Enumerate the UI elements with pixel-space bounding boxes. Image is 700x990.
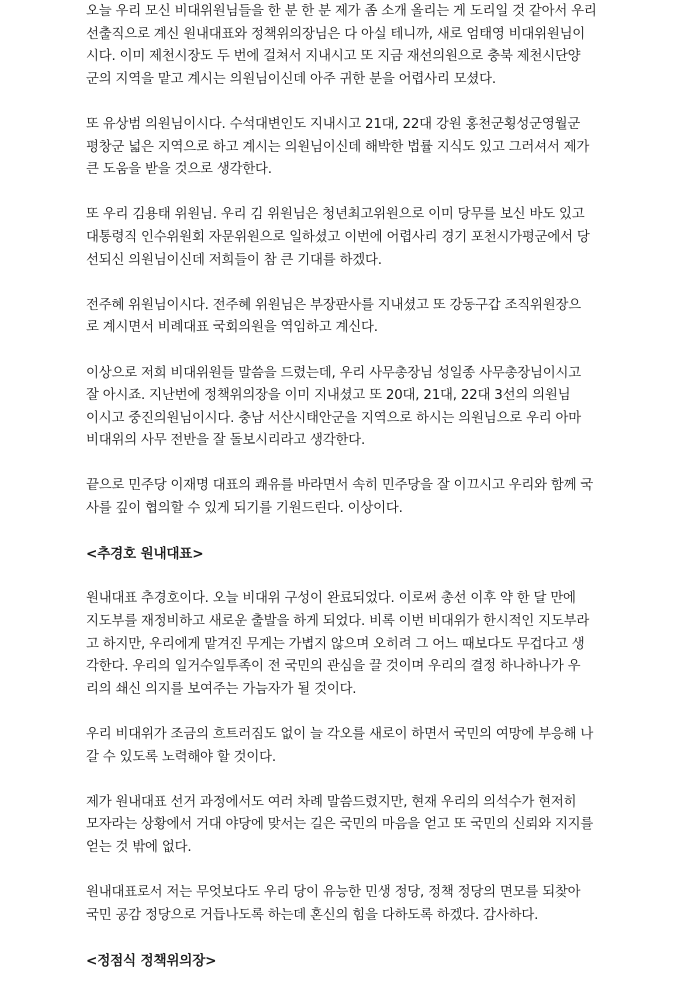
text-line: 또 유상범 의원님이시다. 수석대변인도 지내시고 21대, 22대 강원 홍천군횡성군영월군	[86, 116, 581, 132]
paragraph-choo-resolve	[86, 724, 618, 769]
text-line: 시다. 이미 제천시장도 두 번에 걸쳐서 지내시고 또 지금 재선의원으로 충북 제천시단양	[86, 49, 581, 65]
text-line: 제가 원내대표 선거 과정에서도 여러 차례 말씀드렸지만, 현재 우리의 의석수가 현저히	[86, 794, 577, 810]
text-line: 국민 공감 정당으로 거듭나도록 하는데 혼신의 힘을 다하도록 하겠다. 감사하다.	[86, 907, 539, 923]
text-line: 리의 쇄신 의지를 보여주는 가늠자가 될 것이다.	[86, 681, 357, 697]
text-line: 선되신 의원님이신데 저희들이 참 큰 기대를 하겠다.	[86, 252, 382, 268]
text-line: 평창군 넓은 지역으로 하고 계시는 의원님이신데 해박한 법률 지식도 있고 그러셔서 제가	[86, 139, 590, 155]
text-line: 또 우리 김용태 위원님. 우리 김 위원님은 청년최고위원으로 이미 당무를 보신 바도 있고	[86, 207, 585, 223]
text-line: 사를 깊이 협의할 수 있게 되기를 기원드린다. 이상이다.	[86, 501, 403, 517]
text-line: 비대위의 사무 전반을 잘 돌보시리라고 생각한다.	[86, 433, 366, 449]
text-line: 원내대표로서 저는 무엇보다도 우리 당이 유능한 민생 정당, 정책 정당의 면모를 되찾아	[86, 885, 581, 901]
text-line: 우리 비대위가 조금의 흐트러짐도 없이 늘 각오를 새로이 하면서 국민의 여망에 부응해 나	[86, 727, 594, 742]
paragraph-choo-closing	[86, 882, 618, 927]
paragraph-intro	[86, 1, 618, 91]
text-line: 선출직으로 계신 원내대표와 정책위의장님은 다 아실 테니까, 새로 엄태영 비대위원님이	[86, 26, 586, 42]
paragraph-closing	[86, 475, 618, 520]
text-line: 큰 도움을 받을 것으로 생각한다.	[86, 162, 272, 178]
text-line: 이상으로 저희 비대위원들 말씀을 드렸는데, 우리 사무총장님 성일종 사무총장님이시고	[86, 365, 581, 381]
paragraph-yoo-sangbeom	[86, 114, 618, 182]
text-line: 모자라는 상황에서 거대 야당에 맞서는 길은 국민의 마음을 얻고 또 국민의 신뢰와 지지를	[86, 817, 594, 833]
text-line: 대통령직 인수위원회 자문위원으로 일하셨고 이번에 어렵사리 경기 포천시가평군에서 당	[86, 229, 590, 245]
text-line: 로 계시면서 비례대표 국회의원을 역임하고 계신다.	[86, 320, 378, 336]
text-line: 군의 지역을 맡고 계시는 의원님이신데 아주 귀한 분을 어렵사리 모셨다.	[86, 71, 496, 87]
text-line: 갈 수 있도록 노력해야 할 것이다.	[86, 749, 276, 765]
paragraph-secretary-general	[86, 363, 618, 453]
paragraph-choo-intro	[86, 588, 618, 701]
document-page	[86, 1, 618, 973]
text-line: 잘 아시죠. 지난번에 정책위의장을 이미 지내셨고 또 20대, 21대, 22대 3선의 의원님	[86, 388, 571, 404]
paragraph-kim-yongtae	[86, 204, 618, 272]
text-line: 끝으로 민주당 이재명 대표의 쾌유를 바라면서 속히 민주당을 잘 이끄시고 우리와 함께 국	[86, 478, 594, 494]
text-line: 오늘 우리 모신 비대위원님들을 한 분 한 분 제가 좀 소개 올리는 게 도리일 것 같아서 우리	[86, 4, 597, 19]
text-line: 각한다. 우리의 일거수일투족이 전 국민의 관심을 끌 것이며 우리의 결정 하나하나가 우	[86, 659, 581, 675]
section-heading-choo-kyungho: <추경호 원내대표>	[86, 546, 204, 563]
text-line: 얻는 것 밖에 없다.	[86, 839, 192, 855]
text-line: 이시고 중진의원님이시다. 충남 서산시태안군을 지역으로 하시는 의원님으로 우리 아마	[86, 410, 581, 426]
text-line: 전주혜 위원님이시다. 전주혜 위원님은 부장판사를 지내셨고 또 강동구갑 조직위원장으	[86, 297, 581, 313]
text-line: 원내대표 추경호이다. 오늘 비대위 구성이 완료되었다. 이로써 총선 이후 약 한 달 만에	[86, 591, 576, 607]
paragraph-jeon-juhye	[86, 295, 618, 340]
text-line: 고 하지만, 우리에게 맡겨진 무게는 가볍지 않으며 오히려 그 어느 때보다도 무겁다고 생	[86, 636, 585, 652]
section-heading-jeong-jeomsik: <정점식 정책위의장>	[86, 952, 217, 969]
paragraph-choo-opposition	[86, 792, 618, 860]
text-line: 지도부를 재정비하고 새로운 출발을 하게 되었다. 비록 이번 비대위가 한시적인 지도부라	[86, 614, 590, 630]
